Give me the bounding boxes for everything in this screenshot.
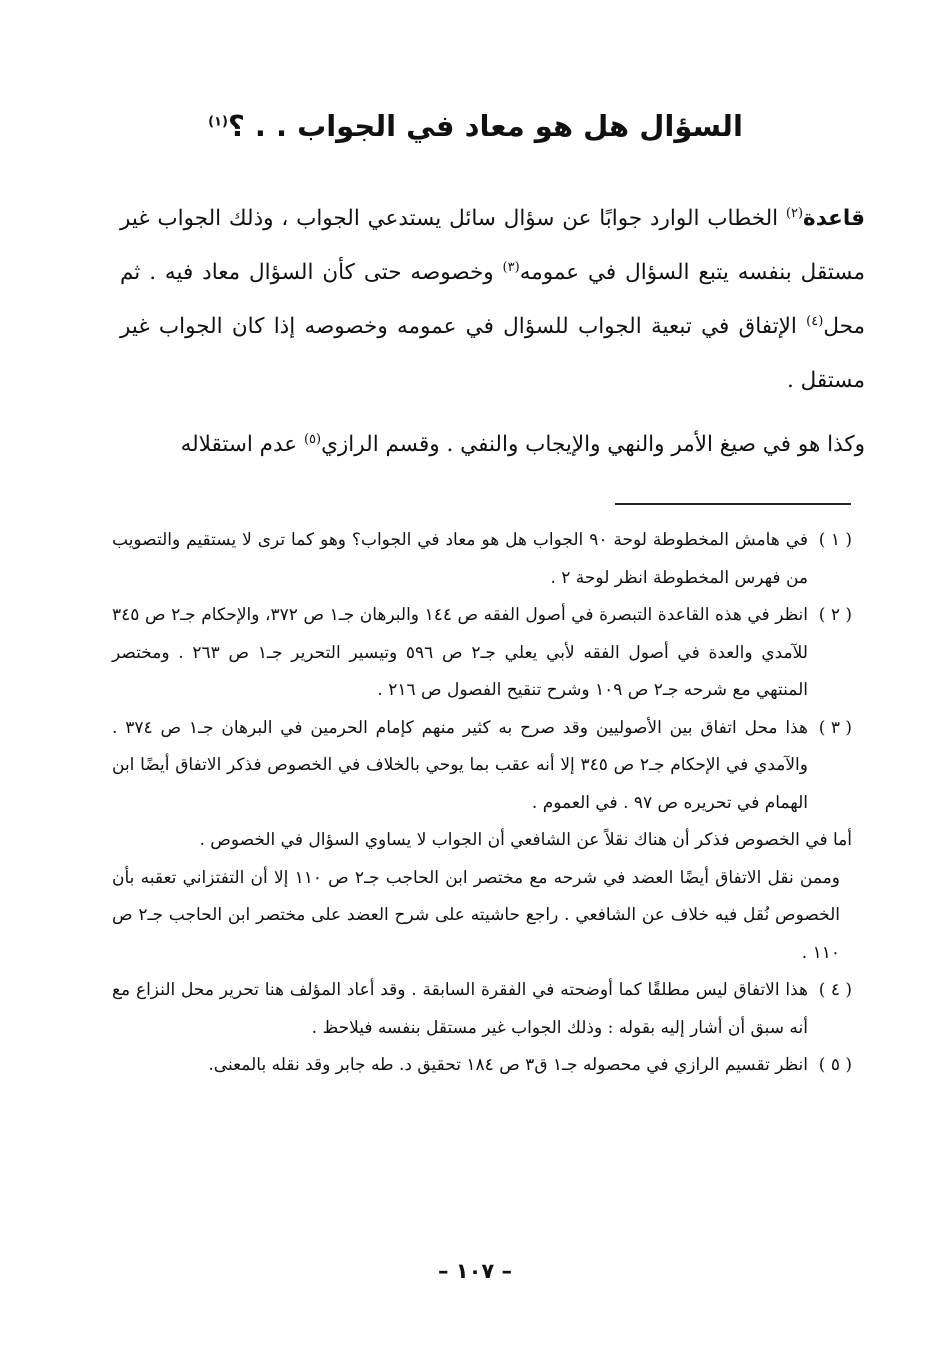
footnote-number: ( ٢ ) xyxy=(818,605,852,625)
footnotes xyxy=(112,522,852,1085)
paragraph-second-part-b: عدم استقلاله xyxy=(180,432,304,457)
footnote-ref-4[interactable]: (٤) xyxy=(806,313,824,329)
rule-keyword: قاعدة xyxy=(803,206,865,231)
footnote-number: ( ١ ) xyxy=(818,530,852,550)
footnote-ref-3[interactable]: (٣) xyxy=(502,259,520,275)
footnote-text: انظر في هذه القاعدة التبصرة في أصول الفقه ص ١٤٤ والبرهان جـ١ ص ٣٧٢، والإحكام جـ٢ ص ٣٤٥ للآمدي والعدة في أصول الفقه لأبي يعلي جـ٢ ص ٥٩٦ وتيسير التحرير جـ١ ص ٢٦٣ . ومختصر المنتهي مع شرحه جـ٢ ص ١٠٩ وشرح تنقيح الفصول ص ٢١٦ . xyxy=(112,605,808,700)
footnote-number: ( ٣ ) xyxy=(818,717,852,738)
paragraph-rule-part-c: الإتفاق في تبعية الجواب للسؤال في عمومه وخصوصه إذا كان الجواب غير مستقل . xyxy=(120,314,865,393)
footnote-separator xyxy=(615,503,851,505)
footnote-text: هذا محل اتفاق بين الأصوليين وقد صرح به كثير منهم كإمام الحرمين في البرهان جـ١ ص ٣٧٤ . والآمدي في الإحكام جـ٢ ص ٣٤٥ إلا أنه عقب بما يوحي بالخلاف في الخصوص فذكر الاتفاق أيضًا ابن الهمام في تحريره ص ٩٧ . في العموم . xyxy=(112,717,808,813)
footnote-3 xyxy=(112,710,852,823)
page-number: – ١٠٧ – xyxy=(437,1259,513,1283)
paragraph-second-part-a: وكذا هو في صيغ الأمر والنهي والإيجاب والنفي . وقسم الرازي xyxy=(321,432,865,457)
paragraph-rule-part-a: الخطاب الوارد جوابًا عن سؤال سائل يستدعي الجواب ، وذلك الجواب غير مستقل بنفسه يتبع السؤال في عمومه xyxy=(120,206,866,285)
footnote-4 xyxy=(112,972,852,1047)
footnote-3-continuation-2: وممن نقل الاتفاق أيضًا العضد في شرحه مع مختصر ابن الحاجب جـ٢ ص ١١٠ إلا أن التفتزاني تعقبه بأن الخصوص نُقل فيه خلاف عن الشافعي . راجع حاشيته على شرح العضد على مختصر ابن الحاجب جـ٢ ص ١١٠ . xyxy=(112,867,840,963)
footnote-ref-5[interactable]: (٥) xyxy=(303,431,322,447)
main-text xyxy=(120,192,865,472)
footnote-ref-2[interactable]: (٢) xyxy=(785,205,804,221)
footnote-text: في هامش المخطوطة لوحة ٩٠ الجواب هل هو معاد في الجواب؟ وهو كما ترى لا يستقيم والتصويب من فهرس المخطوطة انظر لوحة ٢ . xyxy=(112,530,809,588)
footnote-number: ( ٤ ) xyxy=(818,980,852,1000)
footnote-1 xyxy=(112,522,852,597)
footnote-text: هذا الاتفاق ليس مطلقًا كما أوضحته في الفقرة السابقة . وقد أعاد المؤلف هنا تحرير محل النزاع مع أنه سبق أن أشار إليه بقوله : وذلك الجواب غير مستقل بنفسه فيلاحظ . xyxy=(112,980,808,1038)
footnote-5 xyxy=(112,1047,852,1085)
paragraph-second xyxy=(120,418,865,472)
footnote-text: انظر تقسيم الرازي في محصوله جـ١ ق٣ ص ١٨٤ تحقيق د. طه جابر وقد نقله بالمعنى. xyxy=(208,1055,808,1075)
footnote-ref-1[interactable]: (١) xyxy=(208,114,228,130)
paragraph-rule xyxy=(120,192,865,408)
paragraph-rule-part-b: وخصوصه حتى كأن السؤال معاد فيه . ثم محل xyxy=(120,260,865,339)
footnote-3-continuation-1: أما في الخصوص فذكر أن هناك نقلاً عن الشافعي أن الجواب لا يساوي السؤال في الخصوص . xyxy=(199,830,852,850)
footnote-2 xyxy=(112,597,852,710)
section-title-text: السؤال هل هو معاد في الجواب . . ؟ xyxy=(227,109,743,143)
section-title xyxy=(100,104,851,148)
footnote-number: ( ٥ ) xyxy=(818,1055,852,1075)
